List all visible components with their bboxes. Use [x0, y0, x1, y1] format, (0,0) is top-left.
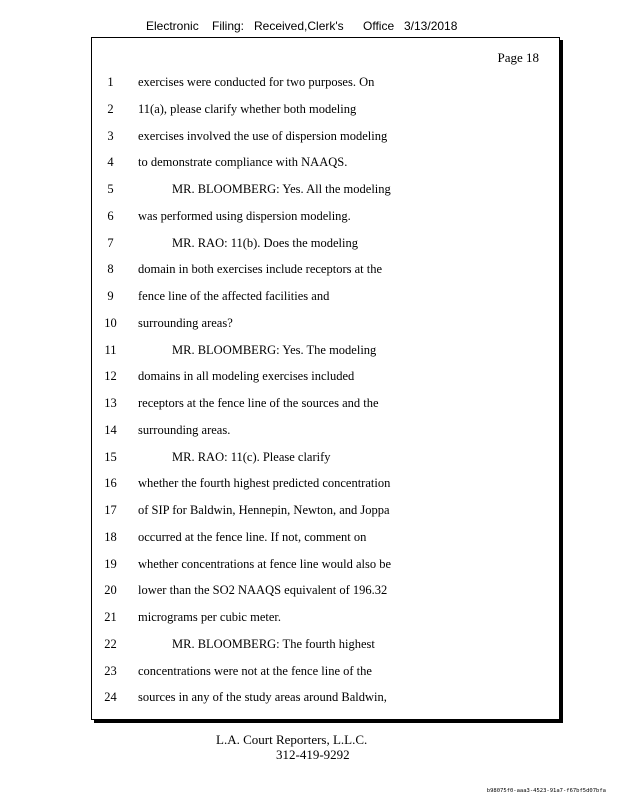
line-text: surrounding areas.	[138, 422, 231, 437]
line-text: MR. BLOOMBERG: Yes. All the modeling	[172, 182, 391, 196]
line-number: 3	[107, 128, 114, 143]
line-number: 11	[104, 342, 117, 357]
header-date: 3/13/2018	[404, 19, 458, 33]
line-text: whether concentrations at fence line would also be	[138, 556, 392, 571]
line-text: domains in all modeling exercises included	[138, 369, 355, 384]
line-text: 11(a), please clarify whether both modeling	[138, 101, 357, 116]
line-number: 23	[104, 663, 117, 678]
line-number: 6	[107, 208, 114, 223]
line-text: surrounding areas?	[138, 315, 233, 330]
line-text: micrograms per cubic meter.	[138, 610, 281, 624]
transcript-page	[91, 37, 560, 720]
line-text: sources in any of the study areas around Baldwin,	[138, 690, 387, 705]
line-text: MR. RAO: 11(b). Does the modeling	[172, 235, 358, 250]
header-word-electronic: Electronic	[146, 19, 199, 33]
line-number: 17	[104, 503, 117, 517]
line-text: MR. BLOOMBERG: Yes. The modeling	[172, 342, 377, 357]
line-number: 1	[107, 75, 114, 89]
document-hash: b98075f0-aaa3-4523-91a7-f67bf5d07bfa	[486, 788, 606, 794]
footer-company: L.A. Court Reporters, L.L.C.	[216, 732, 368, 747]
line-number: 20	[104, 583, 117, 598]
line-number: 16	[104, 476, 117, 491]
line-number: 5	[107, 182, 114, 196]
line-text: MR. BLOOMBERG: The fourth highest	[172, 636, 375, 651]
footer-phone: 312-419-9292	[276, 747, 350, 762]
line-text: was performed using dispersion modeling.	[138, 208, 351, 223]
line-number: 13	[104, 396, 117, 410]
line-number: 15	[104, 449, 117, 464]
line-number: 4	[107, 155, 114, 170]
header-word-filing: Filing:	[212, 19, 245, 33]
line-text: exercises involved the use of dispersion modeling	[138, 128, 388, 143]
line-text: fence line of the affected facilities and	[138, 289, 330, 303]
filing-header	[0, 19, 618, 37]
line-number: 12	[104, 369, 117, 384]
line-number: 10	[104, 315, 117, 330]
line-text: MR. RAO: 11(c). Please clarify	[172, 449, 331, 464]
line-number: 21	[104, 610, 117, 624]
line-number: 14	[104, 422, 117, 437]
line-number: 7	[107, 235, 114, 250]
page-number: Page 18	[497, 50, 539, 65]
line-text: domain in both exercises include receptors at the	[138, 262, 383, 277]
line-number: 2	[107, 101, 114, 116]
line-number: 24	[104, 690, 117, 705]
line-text: exercises were conducted for two purposes. On	[138, 75, 375, 89]
line-text: receptors at the fence line of the sources and the	[138, 396, 379, 410]
line-number: 9	[107, 289, 114, 303]
line-text: occurred at the fence line. If not, comment on	[138, 529, 367, 544]
line-text: lower than the SO2 NAAQS equivalent of 196.32	[138, 583, 388, 598]
header-word-office: Office	[363, 19, 395, 33]
line-number: 8	[107, 262, 114, 277]
line-text: of SIP for Baldwin, Hennepin, Newton, and Joppa	[138, 503, 390, 517]
line-number: 22	[104, 636, 117, 651]
line-number: 18	[104, 529, 117, 544]
header-word-received: Received,Clerk's	[254, 19, 344, 33]
line-number: 19	[104, 556, 117, 571]
line-text: whether the fourth highest predicted concentration	[138, 476, 391, 491]
line-text: to demonstrate compliance with NAAQS.	[138, 155, 348, 170]
line-text: concentrations were not at the fence line of the	[138, 663, 372, 678]
